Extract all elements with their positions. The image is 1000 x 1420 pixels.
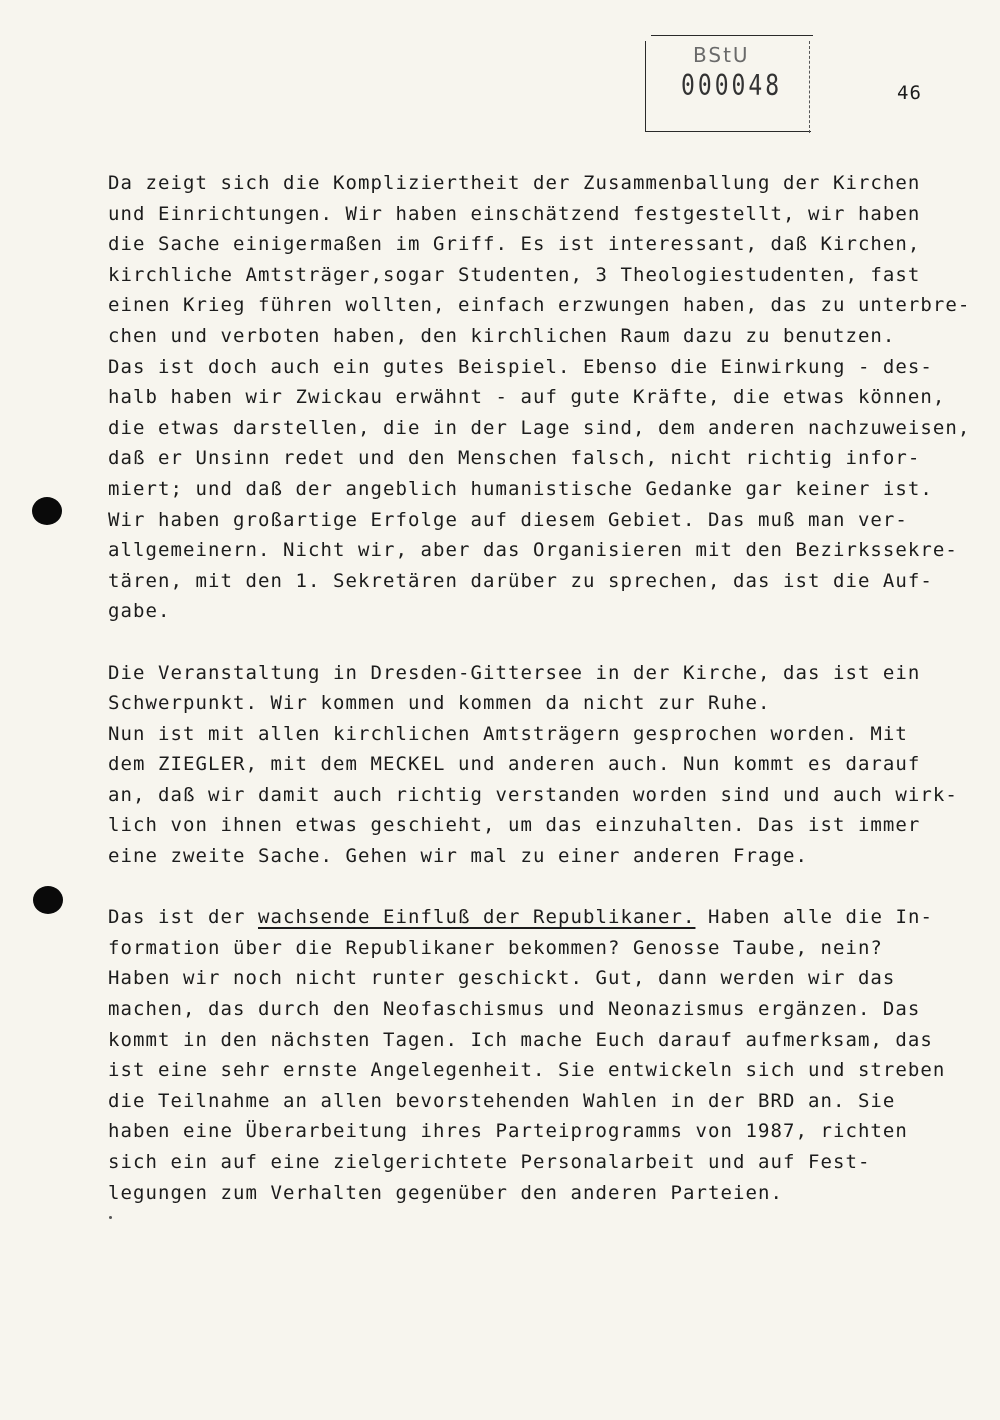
text-line: dem ZIEGLER, mit dem MECKEL und anderen auch. Nun kommt es darauf bbox=[108, 753, 921, 776]
punch-hole bbox=[32, 497, 62, 525]
text-line: Wir haben großartige Erfolge auf diesem Gebiet. Das muß man ver- bbox=[108, 508, 908, 531]
paragraph-3 bbox=[108, 902, 968, 1208]
text-line: tären, mit den 1. Sekretären darüber zu sprechen, das ist die Auf- bbox=[108, 569, 933, 592]
text-line-with-underline bbox=[108, 902, 968, 933]
text-line: kommt in den nächsten Tagen. Ich mache Euch darauf aufmerksam, das bbox=[108, 1028, 933, 1051]
text-line: Schwerpunkt. Wir kommen und kommen da nicht zur Ruhe. bbox=[108, 692, 771, 715]
text-line: die Sache einigermaßen im Griff. Es ist interessant, daß Kirchen, bbox=[108, 233, 921, 256]
text-line: halb haben wir Zwickau erwähnt - auf gute Kräfte, die etwas können, bbox=[108, 386, 946, 409]
text-line: eine zweite Sache. Gehen wir mal zu einer anderen Frage. bbox=[108, 845, 808, 868]
text-line: Haben wir noch nicht runter geschickt. Gut, dann werden wir das bbox=[108, 967, 896, 990]
text-line: gabe. bbox=[108, 600, 171, 623]
text-line: die Teilnahme an allen bevorstehenden Wahlen in der BRD an. Sie bbox=[108, 1089, 896, 1112]
stamp-number: 000048 bbox=[681, 69, 783, 103]
text-segment: Das ist der bbox=[108, 906, 258, 929]
text-line: einen Krieg führen wollten, einfach erzwungen haben, das zu unterbre- bbox=[108, 294, 971, 317]
stamp-border-top bbox=[651, 35, 813, 36]
text-segment: Haben alle die In- bbox=[695, 906, 933, 929]
text-line: ist eine sehr ernste Angelegenheit. Sie entwickeln sich und streben bbox=[108, 1059, 946, 1082]
stamp-border-bottom bbox=[645, 131, 811, 132]
text-line: an, daß wir damit auch richtig verstanden worden sind und auch wirk- bbox=[108, 783, 958, 806]
text-line: lich von ihnen etwas geschieht, um das einzuhalten. Das ist immer bbox=[108, 814, 921, 837]
text-line: Da zeigt sich die Kompliziertheit der Zusammenballung der Kirchen bbox=[108, 172, 921, 194]
body-text bbox=[108, 168, 971, 1239]
text-line: die etwas darstellen, die in der Lage sind, dem anderen nachzuweisen, bbox=[108, 416, 971, 439]
text-line: sich ein auf eine zielgerichtete Personalarbeit und auf Fest- bbox=[108, 1151, 871, 1173]
text-line: haben eine Überarbeitung ihres Parteiprogramms von 1987, richten bbox=[108, 1120, 908, 1143]
paragraph-1 bbox=[108, 168, 971, 627]
text-line: daß er Unsinn redet und den Menschen falsch, nicht richtig infor- bbox=[108, 447, 921, 470]
text-line: allgemeinern. Nicht wir, aber das Organisieren mit den Bezirkssekre- bbox=[108, 539, 958, 562]
text-line: legungen zum Verhalten gegenüber den anderen Parteien. bbox=[108, 1181, 783, 1204]
text-line: Nun ist mit allen kirchlichen Amtsträgern gesprochen worden. Mit bbox=[108, 722, 908, 745]
text-line: Das ist doch auch ein gutes Beispiel. Ebenso die Einwirkung - des- bbox=[108, 355, 933, 378]
paragraph-2 bbox=[108, 658, 968, 872]
text-line: und Einrichtungen. Wir haben einschätzend festgestellt, wir haben bbox=[108, 202, 921, 225]
stamp-border-right bbox=[809, 41, 810, 133]
text-line: chen und verboten haben, den kirchlichen Raum dazu zu benutzen. bbox=[108, 324, 896, 347]
archive-stamp bbox=[643, 35, 813, 135]
text-line: Die Veranstaltung in Dresden-Gittersee in der Kirche, das ist ein bbox=[108, 661, 921, 684]
text-line: kirchliche Amtsträger,sogar Studenten, 3 Theologiestudenten, fast bbox=[108, 263, 921, 286]
page-number: 46 bbox=[897, 82, 922, 104]
underlined-phrase: wachsende Einfluß der Republikaner. bbox=[258, 906, 696, 929]
text-line: machen, das durch den Neofaschismus und Neonazismus ergänzen. Das bbox=[108, 998, 921, 1021]
stamp-agency: BStU bbox=[693, 43, 750, 67]
punch-hole bbox=[33, 886, 63, 914]
text-line: miert; und daß der angeblich humanistische Gedanke gar keiner ist. bbox=[108, 477, 933, 500]
text-line: formation über die Republikaner bekommen? Genosse Taube, nein? bbox=[108, 936, 883, 959]
stamp-border-left bbox=[645, 41, 646, 131]
